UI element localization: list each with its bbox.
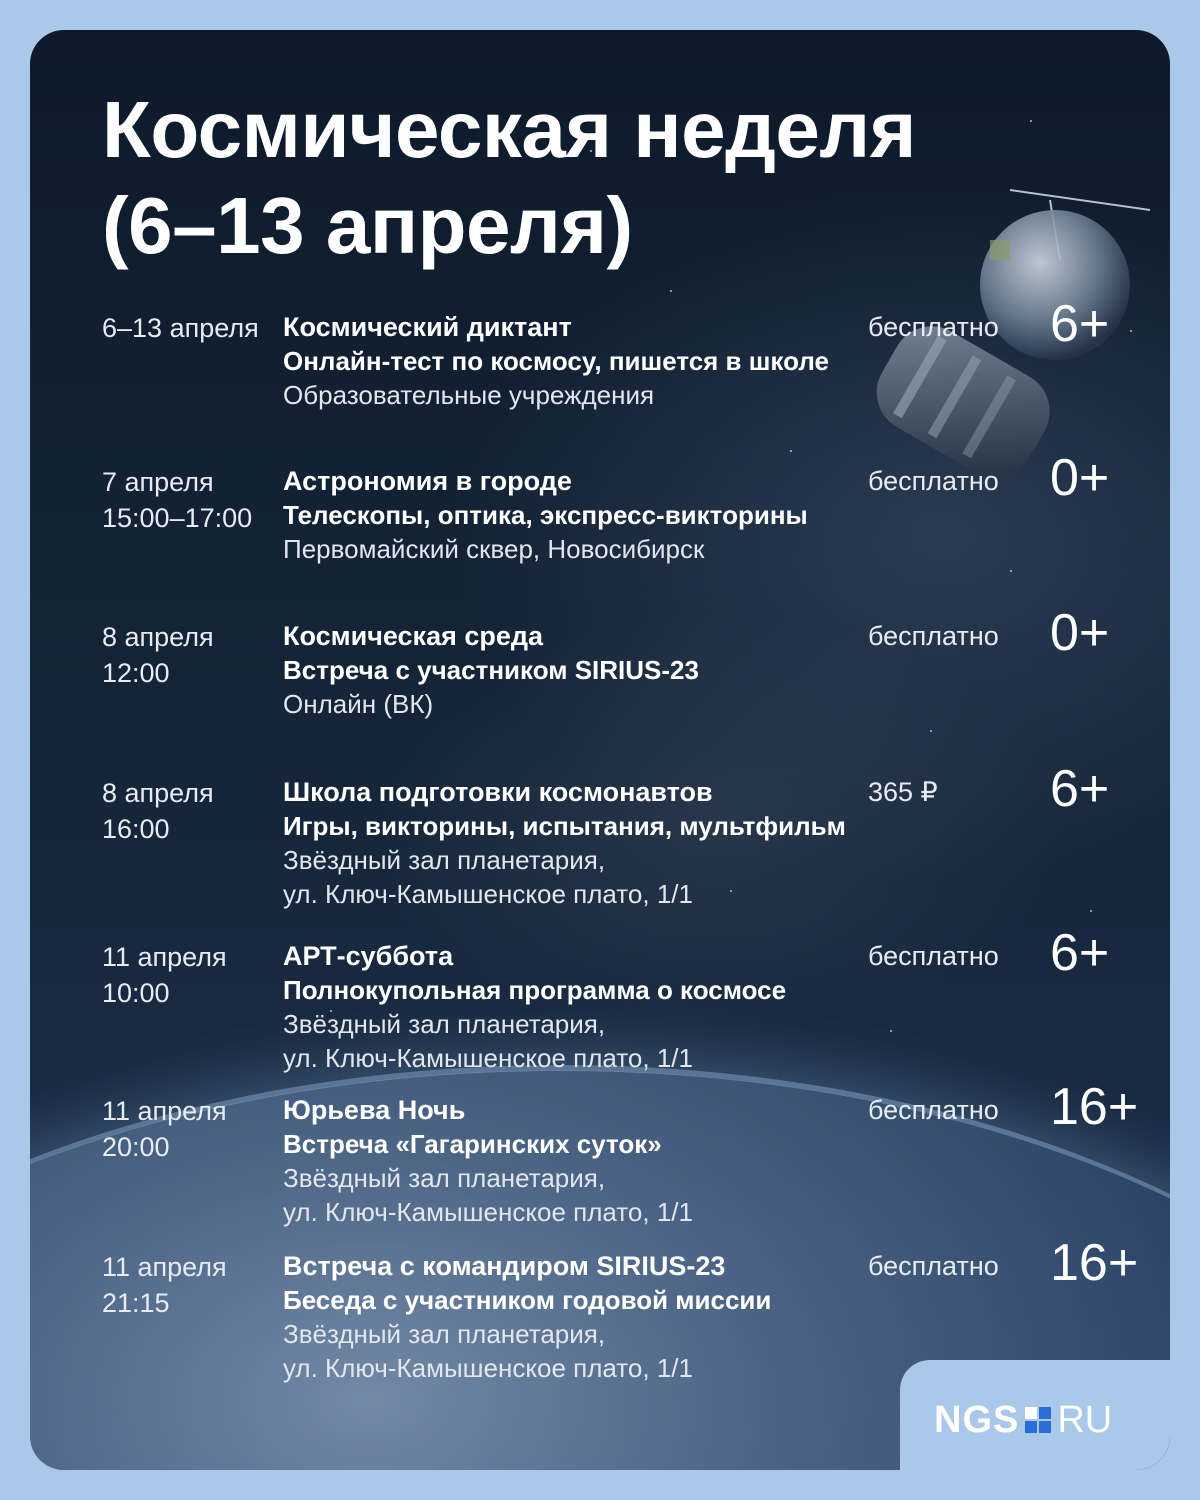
title-line-2: (6–13 апреля)	[102, 181, 633, 270]
event-age-rating: 16+	[1050, 1078, 1139, 1136]
event-price: бесплатно	[868, 621, 999, 651]
event-place-address: ул. Ключ-Камышенское плато, 1/1	[283, 1353, 693, 1383]
event-date-time: 12:00	[102, 658, 170, 688]
event-title: АРТ-суббота	[283, 941, 454, 971]
event-date-time: 16:00	[102, 814, 170, 844]
event-description: Встреча с участником SIRIUS-23	[283, 655, 699, 685]
event-title: Космический диктант	[283, 312, 572, 342]
poster-card	[30, 30, 1170, 1470]
event-description: Беседа с участником годовой миссии	[283, 1285, 772, 1315]
event-info	[283, 619, 883, 721]
event-date	[102, 1093, 227, 1165]
event-info	[283, 464, 883, 566]
event-date-time: 15:00–17:00	[102, 503, 253, 533]
event-age-rating: 6+	[1050, 760, 1110, 818]
event-title: Космическая среда	[283, 621, 544, 651]
event-place: Звёздный зал планетария,	[283, 1319, 606, 1349]
event-description: Игры, викторины, испытания, мультфильм	[283, 811, 846, 841]
event-date-day: 11 апреля	[102, 1252, 227, 1282]
event-date	[102, 775, 214, 847]
event-place-address: ул. Ключ-Камышенское плато, 1/1	[283, 879, 693, 909]
event-title: Астрономия в городе	[283, 466, 572, 496]
event-date-day: 11 апреля	[102, 942, 227, 972]
ngs-logo	[900, 1360, 1170, 1470]
logo-text-left: NGS	[934, 1398, 1020, 1441]
event-price: бесплатно	[868, 941, 999, 971]
event-description: Встреча «Гагаринских суток»	[283, 1129, 662, 1159]
event-date-time: 10:00	[102, 978, 170, 1008]
event-place: Образовательные учреждения	[283, 380, 655, 410]
event-price: бесплатно	[868, 1251, 999, 1281]
event-info	[283, 1093, 883, 1229]
event-place: Звёздный зал планетария,	[283, 1163, 606, 1193]
event-price: бесплатно	[868, 1095, 999, 1125]
event-title: Юрьева Ночь	[283, 1095, 466, 1125]
event-title: Школа подготовки космонавтов	[283, 777, 713, 807]
event-date	[102, 619, 214, 691]
event-place-address: ул. Ключ-Камышенское плато, 1/1	[283, 1043, 693, 1073]
event-info	[283, 1249, 883, 1385]
event-date-day: 11 апреля	[102, 1096, 227, 1126]
event-description: Телескопы, оптика, экспресс-викторины	[283, 500, 808, 530]
event-date-day: 6–13 апреля	[102, 313, 259, 343]
event-description: Полнокупольная программа о космосе	[283, 975, 787, 1005]
event-date-day: 8 апреля	[102, 622, 214, 652]
event-date-day: 7 апреля	[102, 467, 214, 497]
event-age-rating: 0+	[1050, 449, 1110, 507]
logo-squares-icon	[1025, 1407, 1051, 1433]
event-price: бесплатно	[868, 312, 999, 342]
event-info	[283, 775, 883, 911]
ngs-logo-wordmark	[934, 1400, 1112, 1440]
event-description: Онлайн-тест по космосу, пишется в школе	[283, 346, 829, 376]
event-age-rating: 16+	[1050, 1234, 1139, 1292]
event-price: бесплатно	[868, 466, 999, 496]
event-date-day: 8 апреля	[102, 778, 214, 808]
event-date	[102, 310, 259, 346]
events-list	[30, 30, 1170, 1470]
event-title: Встреча с командиром SIRIUS-23	[283, 1251, 726, 1281]
event-date	[102, 939, 227, 1011]
event-date	[102, 464, 252, 536]
event-price: 365 ₽	[868, 777, 938, 807]
event-date-time: 20:00	[102, 1132, 170, 1162]
event-date-time: 21:15	[102, 1288, 170, 1318]
title-line-1: Космическая неделя	[102, 85, 916, 174]
event-info	[283, 939, 883, 1075]
event-age-rating: 6+	[1050, 924, 1110, 982]
event-place-address: ул. Ключ-Камышенское плато, 1/1	[283, 1197, 693, 1227]
event-place: Онлайн (ВК)	[283, 689, 434, 719]
event-age-rating: 6+	[1050, 295, 1110, 353]
event-age-rating: 0+	[1050, 604, 1110, 662]
event-place: Звёздный зал планетария,	[283, 845, 606, 875]
event-place: Первомайский сквер, Новосибирск	[283, 534, 705, 564]
event-place: Звёздный зал планетария,	[283, 1009, 606, 1039]
event-date	[102, 1249, 227, 1321]
event-info	[283, 310, 883, 412]
logo-text-right: RU	[1057, 1398, 1113, 1441]
